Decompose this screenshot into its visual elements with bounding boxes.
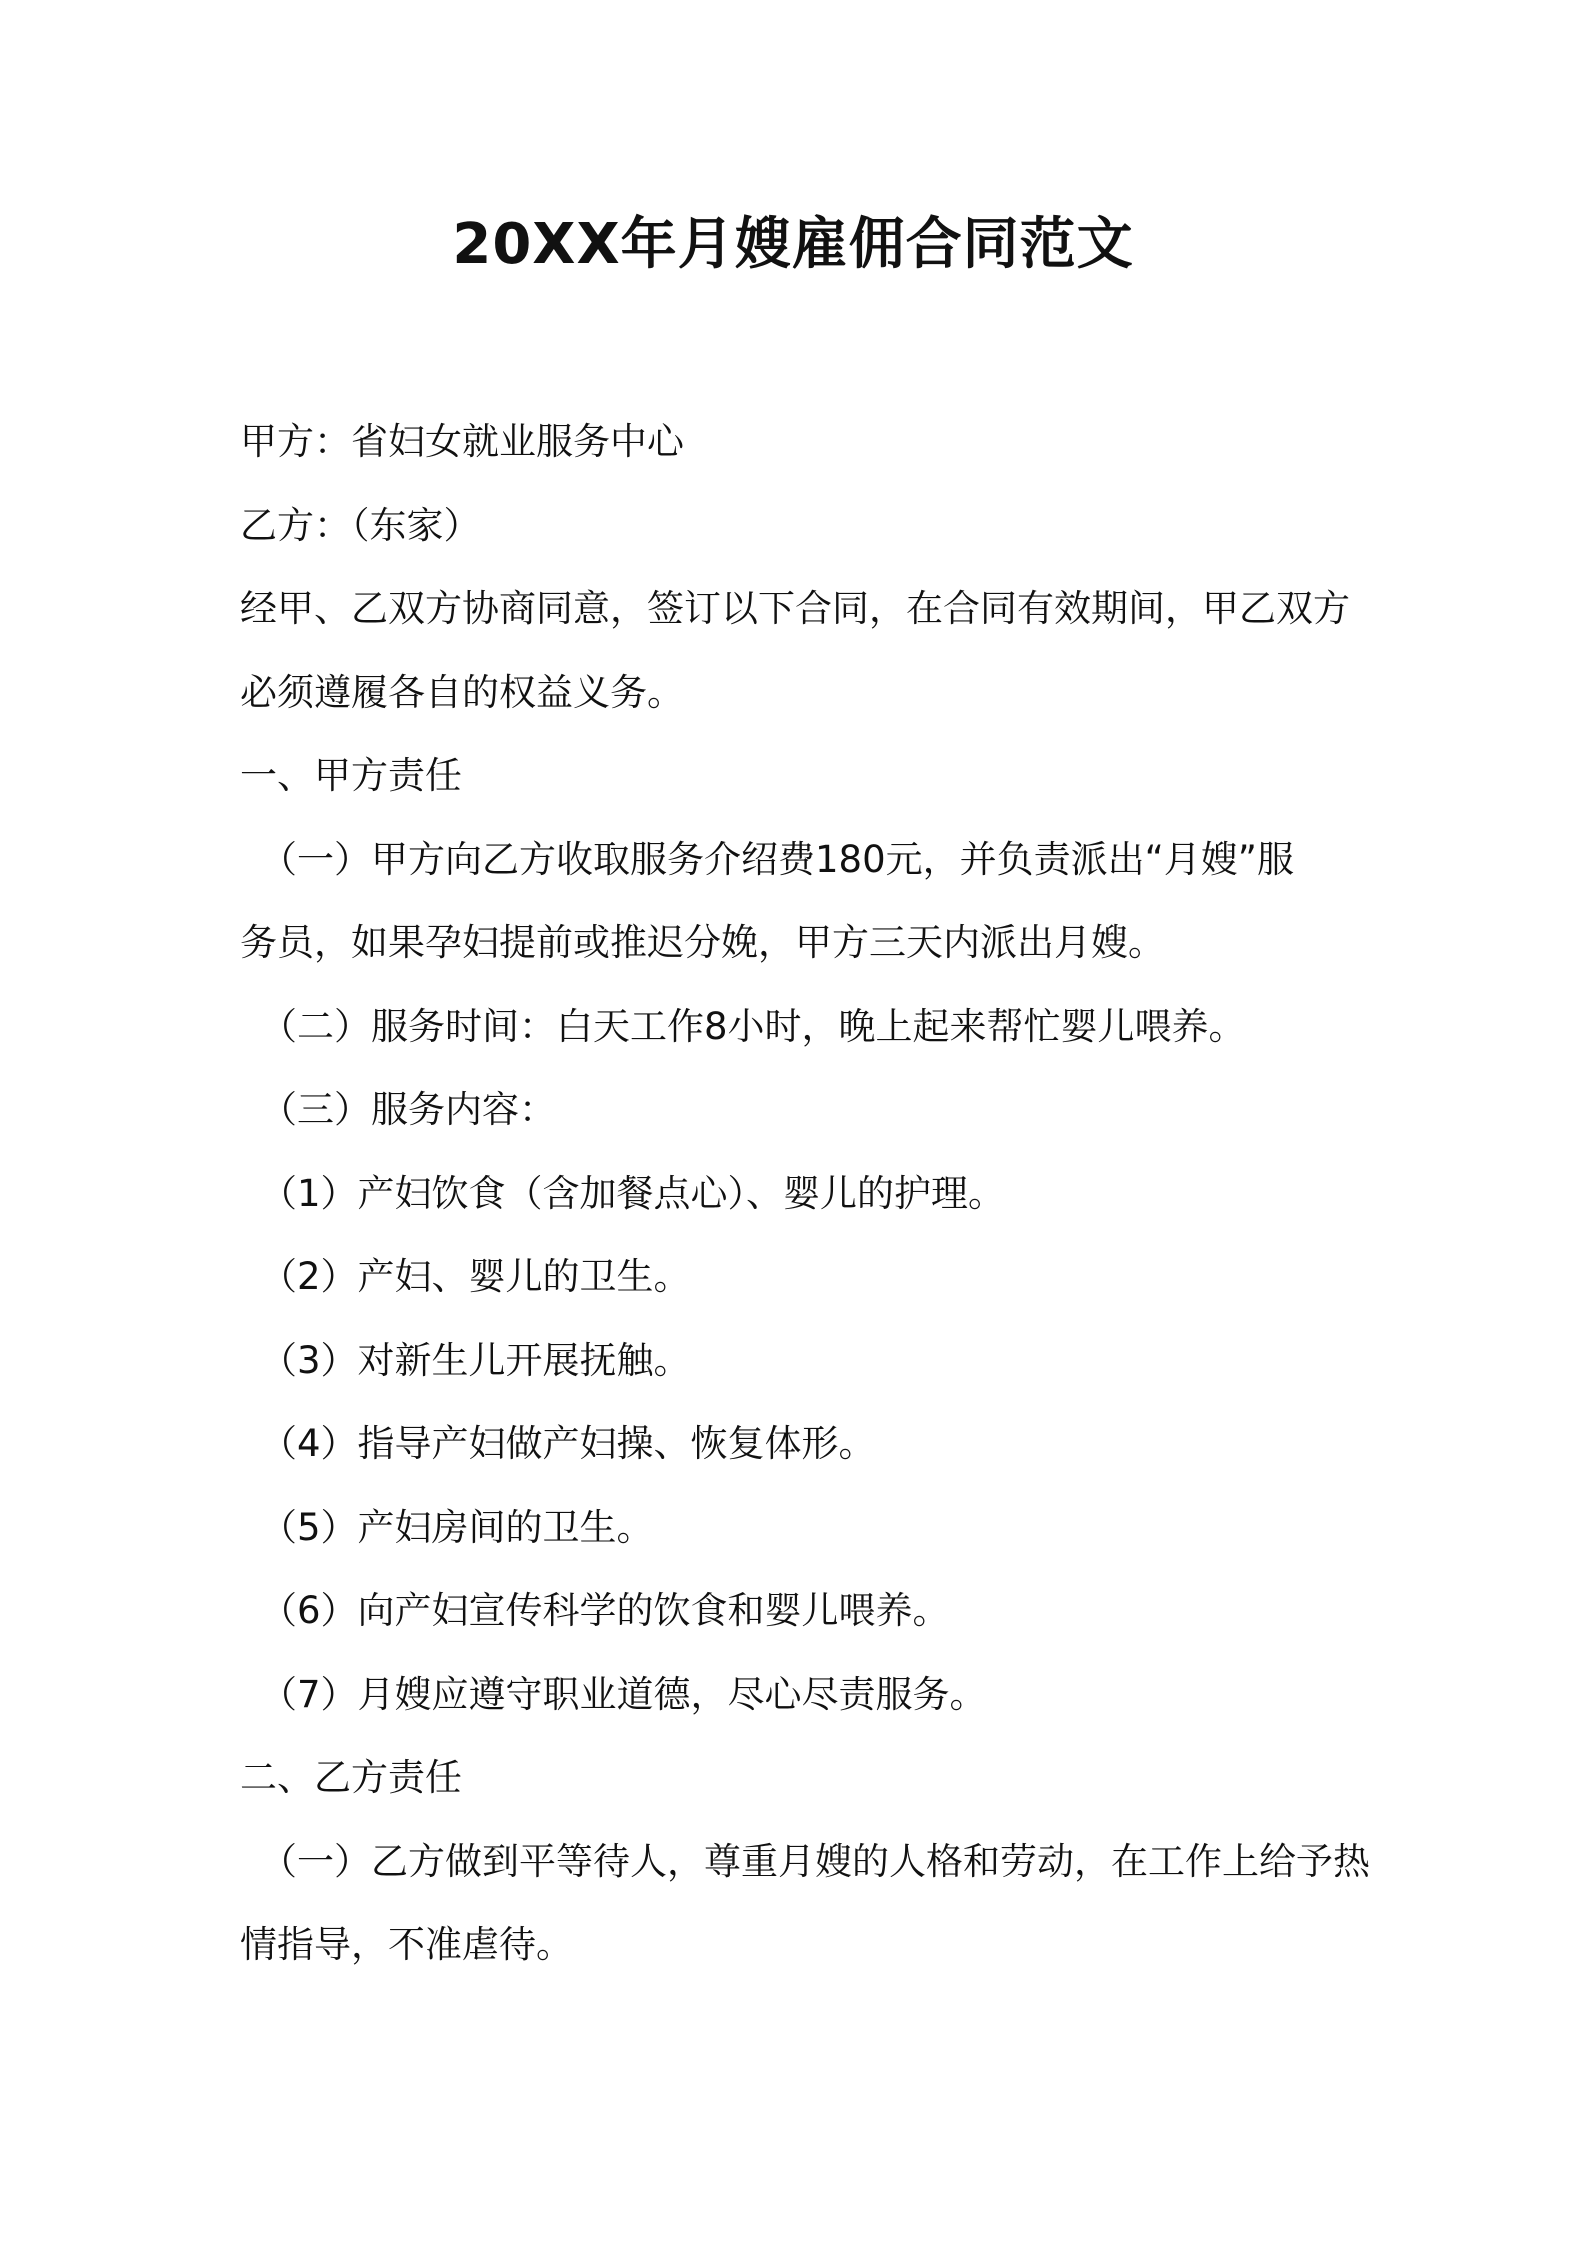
service-item-5: （5）产妇房间的卫生。 [260, 1505, 654, 1549]
document-body [240, 400, 1370, 1987]
clause-1-line-1: （一）甲方向乙方收取服务介绍费180元，并负责派出“月嫂”服 [260, 837, 1294, 881]
party-b-clause-1-line-1: （一）乙方做到平等待人，尊重月嫂的人格和劳动，在工作上给予热 [260, 1839, 1370, 1883]
intro-paragraph-line-2: 必须遵履各自的权益义务。 [240, 670, 684, 714]
party-b-line: 乙方：（东家） [240, 503, 481, 547]
document-title: 20XX年月嫂雇佣合同范文 [452, 212, 1134, 277]
clause-3: （三）服务内容： [260, 1088, 556, 1131]
party-b-clause-1-line-2: 情指导，不准虐待。 [240, 1923, 573, 1966]
service-item-6: （6）向产妇宣传科学的饮食和婴儿喂养。 [260, 1589, 950, 1632]
clause-1-line-2: 务员，如果孕妇提前或推迟分娩，甲方三天内派出月嫂。 [240, 921, 1165, 964]
service-item-1: （1）产妇饮食（含加餐点心）、婴儿的护理。 [260, 1171, 1006, 1215]
service-item-4: （4）指导产妇做产妇操、恢复体形。 [260, 1422, 876, 1465]
section-heading-party-a: 一、甲方责任 [240, 754, 462, 797]
service-item-3: （3）对新生儿开展抚触。 [260, 1338, 691, 1382]
party-a-line: 甲方：省妇女就业服务中心 [240, 420, 684, 463]
intro-paragraph-line-1: 经甲、乙双方协商同意，签订以下合同，在合同有效期间，甲乙双方 [240, 587, 1350, 630]
section-heading-party-b: 二、乙方责任 [240, 1756, 462, 1799]
service-item-2: （2）产妇、婴儿的卫生。 [260, 1255, 691, 1298]
clause-2: （二）服务时间：白天工作8小时，晚上起来帮忙婴儿喂养。 [260, 1004, 1246, 1048]
service-item-7: （7）月嫂应遵守职业道德，尽心尽责服务。 [260, 1672, 987, 1716]
